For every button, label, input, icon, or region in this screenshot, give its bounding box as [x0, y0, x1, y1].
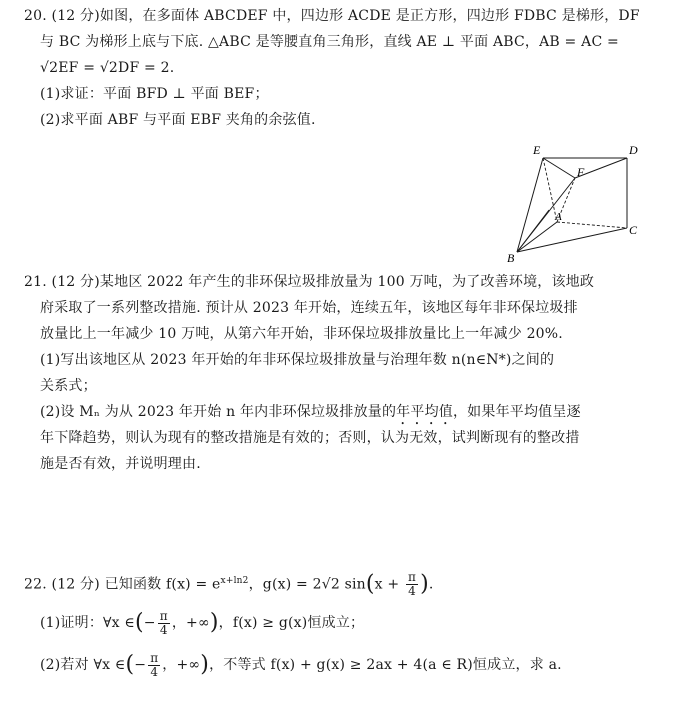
q20-number: 20.	[24, 8, 47, 24]
q21-part1-line1: (1)写出该地区从 2023 年开始的年非环保垃圾排放量与治理年数 n(n∈N*)之间的	[40, 352, 555, 368]
label-F: F	[577, 165, 585, 179]
emphasized-average: 年平均值	[396, 404, 453, 420]
label-B: B	[507, 251, 515, 265]
q22-part1: (1)证明：∀x ∈(− $\frac{\pi}{4}$ ，+∞)，f(x) ≥ g(x)恒成立；	[40, 608, 365, 637]
label-D: D	[629, 143, 638, 157]
q20-line1: 20. (12 分)如图，在多面体 ABCDEF 中，四边形 ACDE 是正方形，四边形 FDBC 是梯形，DF	[24, 8, 640, 24]
q21-part2-line1: (2)设 Mₙ 为从 2023 年开始 n 年内非环保垃圾排放量的年平均值，如果年平均值呈逐	[40, 404, 581, 420]
polyhedron-figure	[505, 140, 645, 265]
q21-part2-line3: 施是否有效，并说明理由.	[40, 456, 201, 472]
q20-part2: (2)求平面 ABF 与平面 EBF 夹角的余弦值.	[40, 112, 316, 128]
q21-part1-line2: 关系式；	[40, 378, 97, 394]
q21-line2: 府采取了一系列整改措施. 预计从 2023 年开始，连续五年，该地区每年非环保垃圾排	[40, 300, 578, 316]
label-A: A	[555, 211, 562, 223]
pi-over-4: $\frac{\pi}{4}$	[150, 650, 159, 679]
q20-part1: (1)求证：平面 BFD ⊥ 平面 BEF；	[40, 86, 269, 102]
q22-intro: 22. (12 分) 已知函数 $f(x) = e^{x+ln2}$，g(x) = 2√2 sin(x + $\frac{\pi}{4}$ ).	[24, 570, 434, 599]
q21-line3: 放量比上一年减少 10 万吨，从第六年开始，非环保垃圾排放量比上一年减少 20%.	[40, 326, 563, 342]
q20-line2: 与 BC 为梯形上底与下底. △ABC 是等腰直角三角形，直线 AE ⊥ 平面 ABC，AB = AC =	[40, 34, 619, 50]
exponent: x+ln2	[220, 576, 249, 586]
q21-line1: 21. (12 分)某地区 2022 年产生的非环保垃圾排放量为 100 万吨，为了改善环境，该地政	[24, 274, 595, 290]
q21-number: 21.	[24, 274, 47, 290]
pi-over-4: $\frac{\pi}{4}$	[407, 570, 417, 599]
label-E: E	[533, 143, 541, 157]
q20-line3: √2EF = √2DF = 2.	[40, 60, 175, 76]
label-C: C	[629, 223, 638, 237]
q22-number: 22.	[24, 576, 47, 593]
q21-part2-line2: 年下降趋势，则认为现有的整改措施是有效的；否则，认为无效，试判断现有的整改措	[40, 430, 580, 446]
pi-over-4: $\frac{\pi}{4}$	[159, 608, 168, 637]
q22-part2: (2)若对 ∀x ∈(− $\frac{\pi}{4}$ ，+∞)，不等式 f(x) + g(x) ≥ 2ax + 4(a ∈ R)恒成立，求 a.	[40, 650, 562, 679]
